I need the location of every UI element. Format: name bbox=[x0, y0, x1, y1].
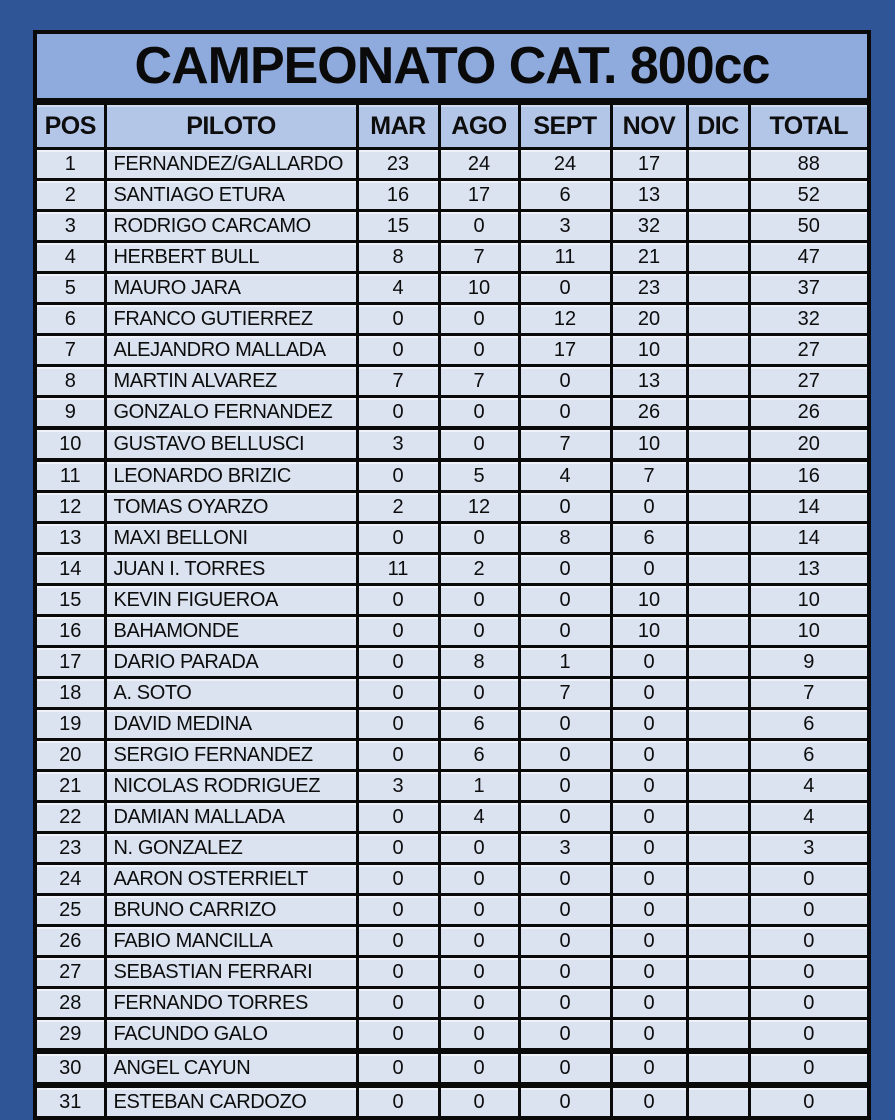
cell-dic bbox=[687, 647, 749, 678]
cell-mar: 0 bbox=[357, 585, 439, 616]
cell-dic bbox=[687, 957, 749, 988]
cell-sept: 0 bbox=[519, 616, 611, 647]
cell-total: 26 bbox=[749, 397, 869, 429]
cell-mar: 0 bbox=[357, 926, 439, 957]
cell-ago: 0 bbox=[439, 428, 519, 460]
cell-dic bbox=[687, 895, 749, 926]
cell-total: 20 bbox=[749, 428, 869, 460]
cell-nov: 0 bbox=[611, 1085, 687, 1118]
cell-total: 3 bbox=[749, 833, 869, 864]
table-row bbox=[35, 1085, 869, 1118]
cell-total: 0 bbox=[749, 864, 869, 895]
cell-total: 50 bbox=[749, 211, 869, 242]
cell-nov: 0 bbox=[611, 957, 687, 988]
cell-sept: 0 bbox=[519, 1019, 611, 1052]
cell-pos: 3 bbox=[35, 211, 105, 242]
standings-table bbox=[33, 101, 871, 1120]
cell-pos: 18 bbox=[35, 678, 105, 709]
cell-total: 13 bbox=[749, 554, 869, 585]
cell-dic bbox=[687, 802, 749, 833]
cell-total: 6 bbox=[749, 740, 869, 771]
table-header-row bbox=[35, 103, 869, 149]
cell-piloto: SERGIO FERNANDEZ bbox=[105, 740, 357, 771]
cell-total: 27 bbox=[749, 366, 869, 397]
cell-nov: 0 bbox=[611, 864, 687, 895]
cell-piloto: HERBERT BULL bbox=[105, 242, 357, 273]
cell-mar: 23 bbox=[357, 149, 439, 180]
cell-nov: 10 bbox=[611, 428, 687, 460]
cell-pos: 8 bbox=[35, 366, 105, 397]
cell-dic bbox=[687, 1019, 749, 1052]
cell-mar: 0 bbox=[357, 740, 439, 771]
cell-piloto: ANGEL CAYUN bbox=[105, 1051, 357, 1085]
table-row bbox=[35, 242, 869, 273]
cell-total: 10 bbox=[749, 585, 869, 616]
cell-total: 27 bbox=[749, 335, 869, 366]
cell-sept: 0 bbox=[519, 988, 611, 1019]
table-row bbox=[35, 149, 869, 180]
cell-sept: 0 bbox=[519, 740, 611, 771]
cell-nov: 10 bbox=[611, 585, 687, 616]
table-row bbox=[35, 833, 869, 864]
cell-dic bbox=[687, 460, 749, 492]
table-row bbox=[35, 304, 869, 335]
cell-total: 14 bbox=[749, 523, 869, 554]
cell-nov: 17 bbox=[611, 149, 687, 180]
cell-sept: 24 bbox=[519, 149, 611, 180]
table-row bbox=[35, 1019, 869, 1052]
cell-mar: 0 bbox=[357, 616, 439, 647]
table-row bbox=[35, 180, 869, 211]
cell-ago: 0 bbox=[439, 678, 519, 709]
cell-total: 32 bbox=[749, 304, 869, 335]
cell-piloto: NICOLAS RODRIGUEZ bbox=[105, 771, 357, 802]
cell-pos: 31 bbox=[35, 1085, 105, 1118]
cell-nov: 10 bbox=[611, 335, 687, 366]
cell-piloto: GUSTAVO BELLUSCI bbox=[105, 428, 357, 460]
cell-ago: 0 bbox=[439, 1085, 519, 1118]
cell-piloto: MAURO JARA bbox=[105, 273, 357, 304]
cell-sept: 3 bbox=[519, 833, 611, 864]
cell-piloto: A. SOTO bbox=[105, 678, 357, 709]
column-header-pos: POS bbox=[35, 103, 105, 149]
cell-mar: 0 bbox=[357, 678, 439, 709]
cell-total: 0 bbox=[749, 1051, 869, 1085]
cell-pos: 26 bbox=[35, 926, 105, 957]
cell-piloto: BRUNO CARRIZO bbox=[105, 895, 357, 926]
cell-nov: 23 bbox=[611, 273, 687, 304]
cell-ago: 7 bbox=[439, 366, 519, 397]
cell-pos: 20 bbox=[35, 740, 105, 771]
cell-mar: 8 bbox=[357, 242, 439, 273]
cell-piloto: FERNANDEZ/GALLARDO bbox=[105, 149, 357, 180]
cell-dic bbox=[687, 678, 749, 709]
cell-piloto: MAXI BELLONI bbox=[105, 523, 357, 554]
cell-piloto: TOMAS OYARZO bbox=[105, 492, 357, 523]
cell-total: 6 bbox=[749, 709, 869, 740]
cell-pos: 16 bbox=[35, 616, 105, 647]
cell-ago: 0 bbox=[439, 957, 519, 988]
cell-dic bbox=[687, 242, 749, 273]
cell-sept: 12 bbox=[519, 304, 611, 335]
cell-nov: 0 bbox=[611, 926, 687, 957]
cell-ago: 0 bbox=[439, 335, 519, 366]
cell-nov: 0 bbox=[611, 554, 687, 585]
cell-piloto: SANTIAGO ETURA bbox=[105, 180, 357, 211]
cell-mar: 0 bbox=[357, 833, 439, 864]
table-row bbox=[35, 428, 869, 460]
table-row bbox=[35, 460, 869, 492]
cell-nov: 6 bbox=[611, 523, 687, 554]
cell-sept: 0 bbox=[519, 926, 611, 957]
cell-total: 7 bbox=[749, 678, 869, 709]
cell-total: 14 bbox=[749, 492, 869, 523]
cell-mar: 0 bbox=[357, 460, 439, 492]
cell-sept: 0 bbox=[519, 492, 611, 523]
cell-total: 0 bbox=[749, 926, 869, 957]
cell-ago: 6 bbox=[439, 709, 519, 740]
cell-sept: 0 bbox=[519, 366, 611, 397]
cell-piloto: DAMIAN MALLADA bbox=[105, 802, 357, 833]
cell-dic bbox=[687, 1085, 749, 1118]
cell-nov: 26 bbox=[611, 397, 687, 429]
cell-mar: 0 bbox=[357, 802, 439, 833]
standings-board bbox=[33, 30, 871, 1120]
cell-pos: 28 bbox=[35, 988, 105, 1019]
cell-sept: 3 bbox=[519, 211, 611, 242]
cell-mar: 0 bbox=[357, 709, 439, 740]
cell-dic bbox=[687, 492, 749, 523]
cell-dic bbox=[687, 554, 749, 585]
table-row bbox=[35, 1051, 869, 1085]
cell-dic bbox=[687, 428, 749, 460]
cell-piloto: AARON OSTERRIELT bbox=[105, 864, 357, 895]
cell-mar: 0 bbox=[357, 864, 439, 895]
cell-nov: 0 bbox=[611, 492, 687, 523]
cell-dic bbox=[687, 149, 749, 180]
cell-dic bbox=[687, 397, 749, 429]
table-row bbox=[35, 366, 869, 397]
cell-total: 52 bbox=[749, 180, 869, 211]
cell-ago: 12 bbox=[439, 492, 519, 523]
cell-total: 47 bbox=[749, 242, 869, 273]
cell-ago: 0 bbox=[439, 211, 519, 242]
table-row bbox=[35, 273, 869, 304]
cell-piloto: DAVID MEDINA bbox=[105, 709, 357, 740]
cell-mar: 0 bbox=[357, 988, 439, 1019]
cell-piloto: ALEJANDRO MALLADA bbox=[105, 335, 357, 366]
column-header-piloto: PILOTO bbox=[105, 103, 357, 149]
cell-total: 0 bbox=[749, 957, 869, 988]
cell-mar: 0 bbox=[357, 647, 439, 678]
cell-ago: 10 bbox=[439, 273, 519, 304]
cell-ago: 0 bbox=[439, 864, 519, 895]
cell-nov: 13 bbox=[611, 180, 687, 211]
cell-dic bbox=[687, 273, 749, 304]
cell-mar: 3 bbox=[357, 771, 439, 802]
cell-dic bbox=[687, 523, 749, 554]
table-row bbox=[35, 864, 869, 895]
column-header-ago: AGO bbox=[439, 103, 519, 149]
cell-sept: 0 bbox=[519, 895, 611, 926]
cell-pos: 13 bbox=[35, 523, 105, 554]
cell-pos: 22 bbox=[35, 802, 105, 833]
cell-ago: 0 bbox=[439, 523, 519, 554]
cell-sept: 7 bbox=[519, 428, 611, 460]
cell-piloto: KEVIN FIGUEROA bbox=[105, 585, 357, 616]
cell-piloto: JUAN I. TORRES bbox=[105, 554, 357, 585]
column-header-nov: NOV bbox=[611, 103, 687, 149]
cell-mar: 16 bbox=[357, 180, 439, 211]
cell-nov: 0 bbox=[611, 771, 687, 802]
table-row bbox=[35, 709, 869, 740]
cell-ago: 0 bbox=[439, 988, 519, 1019]
cell-ago: 6 bbox=[439, 740, 519, 771]
table-row bbox=[35, 988, 869, 1019]
cell-pos: 27 bbox=[35, 957, 105, 988]
table-row bbox=[35, 678, 869, 709]
table-row bbox=[35, 740, 869, 771]
cell-pos: 2 bbox=[35, 180, 105, 211]
cell-ago: 17 bbox=[439, 180, 519, 211]
cell-sept: 0 bbox=[519, 397, 611, 429]
table-row bbox=[35, 492, 869, 523]
table-row bbox=[35, 554, 869, 585]
cell-total: 4 bbox=[749, 802, 869, 833]
cell-sept: 17 bbox=[519, 335, 611, 366]
cell-sept: 8 bbox=[519, 523, 611, 554]
cell-pos: 29 bbox=[35, 1019, 105, 1052]
cell-ago: 0 bbox=[439, 1051, 519, 1085]
cell-total: 4 bbox=[749, 771, 869, 802]
cell-ago: 0 bbox=[439, 833, 519, 864]
cell-pos: 30 bbox=[35, 1051, 105, 1085]
table-row bbox=[35, 802, 869, 833]
cell-mar: 0 bbox=[357, 1085, 439, 1118]
cell-total: 9 bbox=[749, 647, 869, 678]
column-header-sept: SEPT bbox=[519, 103, 611, 149]
cell-sept: 1 bbox=[519, 647, 611, 678]
table-row bbox=[35, 895, 869, 926]
cell-mar: 4 bbox=[357, 273, 439, 304]
cell-nov: 0 bbox=[611, 833, 687, 864]
cell-mar: 7 bbox=[357, 366, 439, 397]
cell-piloto: GONZALO FERNANDEZ bbox=[105, 397, 357, 429]
column-header-total: TOTAL bbox=[749, 103, 869, 149]
cell-nov: 13 bbox=[611, 366, 687, 397]
cell-nov: 0 bbox=[611, 988, 687, 1019]
cell-nov: 0 bbox=[611, 802, 687, 833]
cell-total: 0 bbox=[749, 1019, 869, 1052]
table-row bbox=[35, 585, 869, 616]
column-header-mar: MAR bbox=[357, 103, 439, 149]
cell-ago: 0 bbox=[439, 926, 519, 957]
cell-dic bbox=[687, 180, 749, 211]
cell-dic bbox=[687, 771, 749, 802]
cell-pos: 12 bbox=[35, 492, 105, 523]
cell-nov: 21 bbox=[611, 242, 687, 273]
cell-ago: 0 bbox=[439, 397, 519, 429]
cell-piloto: SEBASTIAN FERRARI bbox=[105, 957, 357, 988]
cell-sept: 0 bbox=[519, 273, 611, 304]
cell-pos: 6 bbox=[35, 304, 105, 335]
table-row bbox=[35, 957, 869, 988]
cell-dic bbox=[687, 304, 749, 335]
cell-ago: 0 bbox=[439, 616, 519, 647]
cell-sept: 0 bbox=[519, 957, 611, 988]
cell-pos: 11 bbox=[35, 460, 105, 492]
cell-dic bbox=[687, 926, 749, 957]
cell-pos: 21 bbox=[35, 771, 105, 802]
cell-piloto: RODRIGO CARCAMO bbox=[105, 211, 357, 242]
cell-ago: 1 bbox=[439, 771, 519, 802]
cell-pos: 19 bbox=[35, 709, 105, 740]
cell-total: 10 bbox=[749, 616, 869, 647]
cell-piloto: LEONARDO BRIZIC bbox=[105, 460, 357, 492]
cell-nov: 0 bbox=[611, 1019, 687, 1052]
cell-nov: 0 bbox=[611, 740, 687, 771]
cell-ago: 24 bbox=[439, 149, 519, 180]
cell-dic bbox=[687, 833, 749, 864]
cell-ago: 5 bbox=[439, 460, 519, 492]
cell-sept: 0 bbox=[519, 1051, 611, 1085]
cell-sept: 7 bbox=[519, 678, 611, 709]
cell-ago: 7 bbox=[439, 242, 519, 273]
cell-dic bbox=[687, 616, 749, 647]
cell-ago: 0 bbox=[439, 304, 519, 335]
table-row bbox=[35, 771, 869, 802]
cell-sept: 6 bbox=[519, 180, 611, 211]
cell-pos: 24 bbox=[35, 864, 105, 895]
cell-piloto: FACUNDO GALO bbox=[105, 1019, 357, 1052]
cell-ago: 2 bbox=[439, 554, 519, 585]
cell-total: 16 bbox=[749, 460, 869, 492]
cell-mar: 2 bbox=[357, 492, 439, 523]
cell-piloto: FRANCO GUTIERREZ bbox=[105, 304, 357, 335]
cell-nov: 0 bbox=[611, 895, 687, 926]
cell-dic bbox=[687, 366, 749, 397]
cell-ago: 0 bbox=[439, 585, 519, 616]
cell-dic bbox=[687, 740, 749, 771]
cell-pos: 25 bbox=[35, 895, 105, 926]
cell-nov: 10 bbox=[611, 616, 687, 647]
page-title: CAMPEONATO CAT. 800cc bbox=[33, 30, 871, 102]
cell-nov: 7 bbox=[611, 460, 687, 492]
cell-mar: 0 bbox=[357, 1051, 439, 1085]
cell-dic bbox=[687, 335, 749, 366]
cell-nov: 0 bbox=[611, 1051, 687, 1085]
cell-pos: 10 bbox=[35, 428, 105, 460]
cell-piloto: ESTEBAN CARDOZO bbox=[105, 1085, 357, 1118]
column-header-dic: DIC bbox=[687, 103, 749, 149]
cell-mar: 0 bbox=[357, 957, 439, 988]
cell-total: 0 bbox=[749, 895, 869, 926]
cell-mar: 0 bbox=[357, 397, 439, 429]
cell-nov: 20 bbox=[611, 304, 687, 335]
cell-sept: 0 bbox=[519, 709, 611, 740]
cell-piloto: BAHAMONDE bbox=[105, 616, 357, 647]
cell-ago: 0 bbox=[439, 895, 519, 926]
table-row bbox=[35, 616, 869, 647]
cell-mar: 0 bbox=[357, 523, 439, 554]
cell-pos: 23 bbox=[35, 833, 105, 864]
cell-pos: 17 bbox=[35, 647, 105, 678]
table-row bbox=[35, 397, 869, 429]
cell-mar: 0 bbox=[357, 304, 439, 335]
cell-dic bbox=[687, 709, 749, 740]
cell-mar: 0 bbox=[357, 895, 439, 926]
cell-mar: 15 bbox=[357, 211, 439, 242]
cell-pos: 1 bbox=[35, 149, 105, 180]
cell-ago: 4 bbox=[439, 802, 519, 833]
cell-dic bbox=[687, 211, 749, 242]
table-row bbox=[35, 335, 869, 366]
cell-sept: 11 bbox=[519, 242, 611, 273]
cell-pos: 4 bbox=[35, 242, 105, 273]
cell-total: 88 bbox=[749, 149, 869, 180]
table-row bbox=[35, 926, 869, 957]
cell-sept: 0 bbox=[519, 864, 611, 895]
cell-ago: 0 bbox=[439, 1019, 519, 1052]
cell-pos: 9 bbox=[35, 397, 105, 429]
cell-pos: 5 bbox=[35, 273, 105, 304]
cell-sept: 0 bbox=[519, 554, 611, 585]
cell-pos: 7 bbox=[35, 335, 105, 366]
table-row bbox=[35, 211, 869, 242]
table-row bbox=[35, 647, 869, 678]
cell-piloto: FERNANDO TORRES bbox=[105, 988, 357, 1019]
cell-piloto: FABIO MANCILLA bbox=[105, 926, 357, 957]
cell-piloto: MARTIN ALVAREZ bbox=[105, 366, 357, 397]
cell-piloto: N. GONZALEZ bbox=[105, 833, 357, 864]
cell-nov: 32 bbox=[611, 211, 687, 242]
cell-pos: 14 bbox=[35, 554, 105, 585]
cell-total: 37 bbox=[749, 273, 869, 304]
cell-total: 0 bbox=[749, 1085, 869, 1118]
cell-mar: 11 bbox=[357, 554, 439, 585]
cell-nov: 0 bbox=[611, 709, 687, 740]
cell-mar: 0 bbox=[357, 335, 439, 366]
cell-dic bbox=[687, 585, 749, 616]
cell-nov: 0 bbox=[611, 647, 687, 678]
cell-dic bbox=[687, 988, 749, 1019]
cell-sept: 0 bbox=[519, 771, 611, 802]
cell-dic bbox=[687, 864, 749, 895]
cell-sept: 0 bbox=[519, 802, 611, 833]
cell-mar: 0 bbox=[357, 1019, 439, 1052]
cell-sept: 4 bbox=[519, 460, 611, 492]
table-row bbox=[35, 523, 869, 554]
cell-piloto: DARIO PARADA bbox=[105, 647, 357, 678]
cell-nov: 0 bbox=[611, 678, 687, 709]
cell-pos: 15 bbox=[35, 585, 105, 616]
cell-sept: 0 bbox=[519, 585, 611, 616]
cell-sept: 0 bbox=[519, 1085, 611, 1118]
cell-ago: 8 bbox=[439, 647, 519, 678]
cell-total: 0 bbox=[749, 988, 869, 1019]
cell-mar: 3 bbox=[357, 428, 439, 460]
cell-dic bbox=[687, 1051, 749, 1085]
